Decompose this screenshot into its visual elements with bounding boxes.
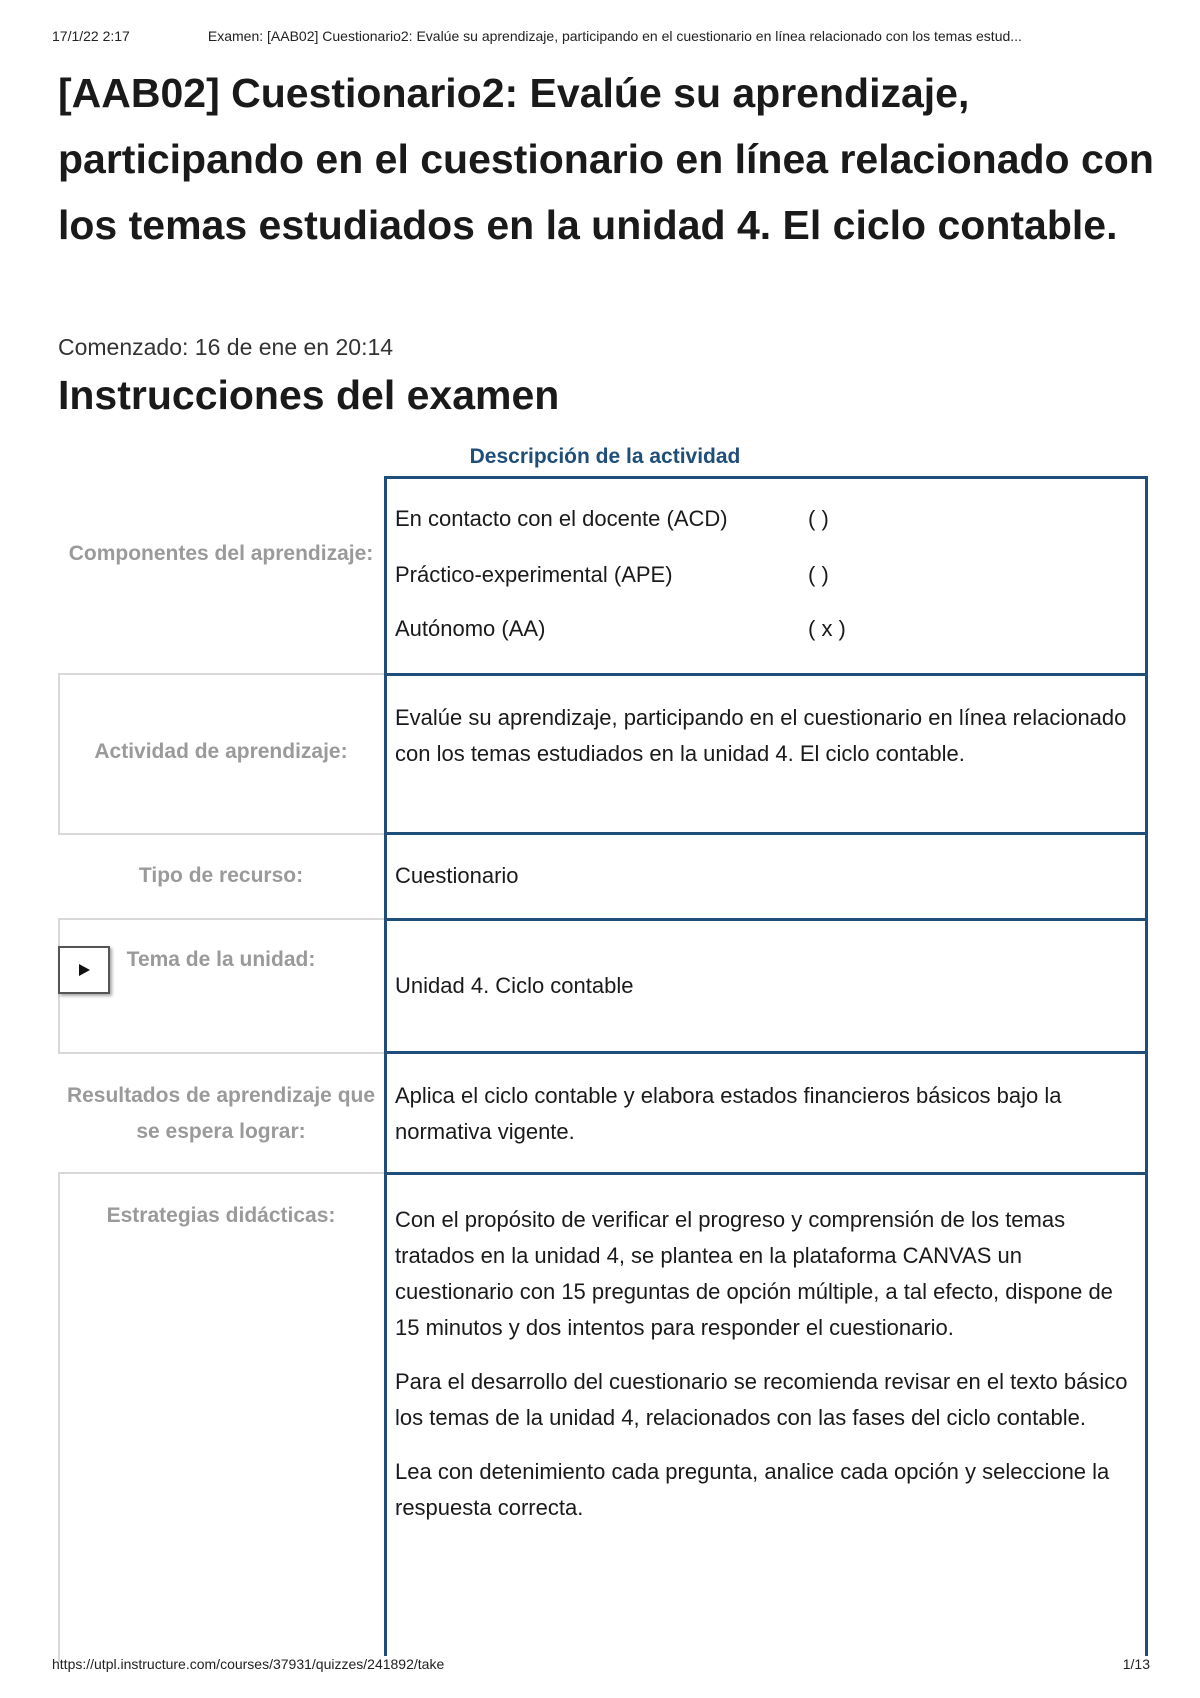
activity-value: Evalúe su aprendizaje, participando en el cuestionario en línea relacionado con los temas estudiados en la unidad 4. El ciclo contable. xyxy=(395,705,1127,766)
strategies-label-box xyxy=(58,1172,384,1662)
activity-label: Actividad de aprendizaje: xyxy=(94,740,348,763)
strategies-paragraph: Lea con detenimiento cada pregunta, analice cada opción y seleccione la respuesta correcta. xyxy=(395,1459,1110,1520)
strategies-paragraph: Con el propósito de verificar el progreso y comprensión de los temas tratados en la unidad 4, se plantea en la plataforma CANVAS un cuestionario con 15 preguntas de opción múltiple, a tal efecto, dispone de 15 minutos y dos intentos para responder el cuestionario. xyxy=(395,1207,1113,1340)
results-value: Aplica el ciclo contable y elabora estados financieros básicos bajo la normativa vigente. xyxy=(395,1083,1062,1144)
component-mark-ape: ( ) xyxy=(808,562,829,587)
print-header xyxy=(52,28,1150,44)
table-divider xyxy=(384,1172,1148,1175)
print-document-title: Examen: [AAB02] Cuestionario2: Evalúe su aprendizaje, participando en el cuestionario en línea relacionado con los temas estud... xyxy=(207,28,1022,44)
topic-label: Tema de la unidad: xyxy=(126,948,316,971)
resource-value: Cuestionario xyxy=(395,863,519,888)
play-icon xyxy=(77,963,91,977)
print-footer xyxy=(52,1656,1150,1672)
component-mark-aa: ( x ) xyxy=(808,616,846,641)
component-item-aa: Autónomo (AA) xyxy=(395,616,546,641)
quiz-title: [AAB02] Cuestionario2: Evalúe su aprendizaje, participando en el cuestionario en línea relacionado con los temas estudiados en la unidad 4. El ciclo contable. xyxy=(58,70,1154,248)
table-divider xyxy=(384,832,1148,835)
table-divider xyxy=(384,1051,1148,1054)
resource-label: Tipo de recurso: xyxy=(138,864,304,887)
topic-value: Unidad 4. Ciclo contable xyxy=(395,973,634,998)
component-item-ape: Práctico-experimental (APE) xyxy=(395,562,673,587)
instructions-heading: Instrucciones del examen xyxy=(58,372,560,418)
table-divider xyxy=(384,476,1148,479)
component-mark-acd: ( ) xyxy=(808,506,829,531)
component-item-acd: En contacto con el docente (ACD) xyxy=(395,506,728,531)
quiz-started-time: Comenzado: 16 de ene en 20:14 xyxy=(58,334,394,360)
print-date: 17/1/22 2:17 xyxy=(52,28,130,44)
play-button[interactable] xyxy=(58,946,110,994)
strategies-value xyxy=(395,1202,1140,1544)
table-divider xyxy=(384,918,1148,921)
strategies-paragraph: Para el desarrollo del cuestionario se recomienda revisar en el texto básico los temas de la unidad 4, relacionados con las fases del ciclo contable. xyxy=(395,1369,1128,1430)
strategies-label: Estrategias didácticas: xyxy=(106,1204,336,1227)
results-label: Resultados de aprendizaje que se espera lograr: xyxy=(66,1084,376,1143)
table-caption: Descripción de la actividad xyxy=(469,445,741,468)
print-page-number: 1/13 xyxy=(1122,1656,1150,1672)
table-divider xyxy=(384,673,1148,676)
print-url: https://utpl.instructure.com/courses/37931/quizzes/241892/take xyxy=(52,1656,445,1672)
components-label: Componentes del aprendizaje: xyxy=(68,542,374,565)
